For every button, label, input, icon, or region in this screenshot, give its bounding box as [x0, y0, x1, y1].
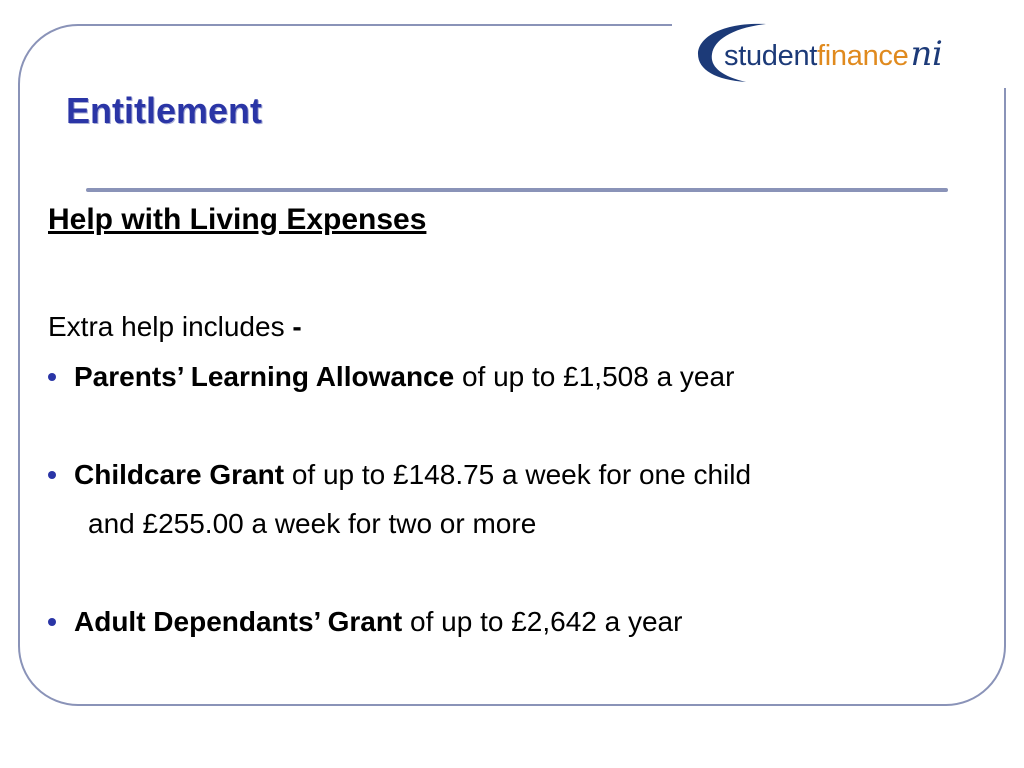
bullet-item-childcare-grant — [48, 456, 751, 494]
title-divider — [86, 188, 948, 192]
bullet-continuation: and £255.00 a week for two or more — [88, 508, 537, 539]
bullet-item-adult-dependants-grant — [48, 603, 682, 641]
bullet-bold-label: Childcare Grant — [74, 459, 285, 490]
slide-title: Entitlement — [66, 90, 263, 131]
bullet-dot-icon — [48, 471, 56, 479]
logo-word-ni: ni — [910, 34, 943, 74]
logo-word-student: student — [724, 40, 818, 72]
bullet-bold-label: Adult Dependants’ Grant — [74, 606, 403, 637]
section-heading: Help with Living Expenses — [48, 203, 427, 236]
student-finance-ni-logo — [696, 20, 996, 84]
bullet-bold-label: Parents’ Learning Allowance — [74, 361, 455, 392]
intro-text: Extra help includes — [48, 311, 293, 342]
intro-line — [48, 308, 302, 346]
bullet-dot-icon — [48, 373, 56, 381]
logo-word-finance: finance — [817, 40, 909, 72]
bullet-detail: of up to £2,642 a year — [402, 606, 683, 637]
bullet-dot-icon — [48, 618, 56, 626]
logo-wordmark — [724, 34, 943, 74]
bullet-detail: of up to £1,508 a year — [454, 361, 735, 392]
bullet-item-parents-learning-allowance — [48, 358, 734, 396]
bullet-detail: of up to £148.75 a week for one child — [284, 459, 752, 490]
intro-dash: - — [292, 311, 302, 342]
